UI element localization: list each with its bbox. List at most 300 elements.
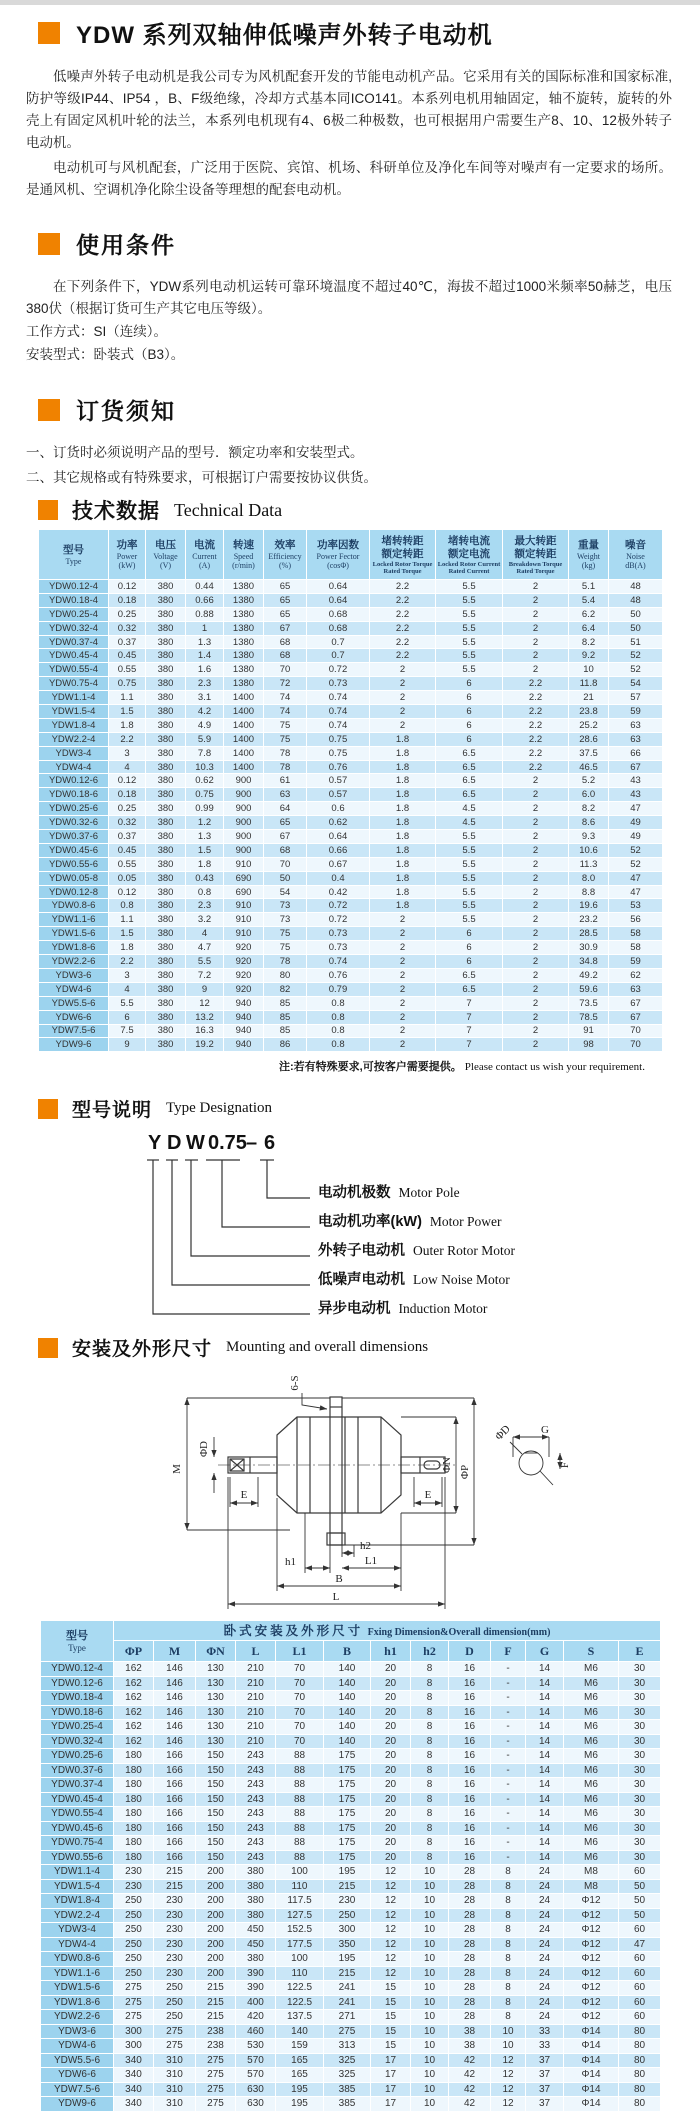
- value-cell: 152.5: [276, 1923, 324, 1938]
- value-cell: 2: [503, 955, 569, 969]
- value-cell: 54: [264, 885, 307, 899]
- value-cell: 2: [503, 1038, 569, 1052]
- value-cell: 20: [371, 1763, 411, 1778]
- value-cell: 900: [224, 843, 264, 857]
- value-cell: 15: [371, 1995, 411, 2010]
- value-cell: 8: [491, 1908, 526, 1923]
- model-cell: YDW0.37-6: [39, 830, 109, 844]
- model-cell: YDW0.45-6: [39, 843, 109, 857]
- value-cell: 30: [619, 1836, 661, 1851]
- value-cell: 2: [370, 691, 436, 705]
- value-cell: 10: [411, 2082, 449, 2097]
- orange-bullet-icon: [38, 1338, 58, 1358]
- value-cell: 165: [276, 2053, 324, 2068]
- value-cell: 5.9: [186, 732, 224, 746]
- value-cell: 300: [114, 2024, 154, 2039]
- value-cell: 16: [449, 1691, 491, 1706]
- table-row: [41, 1676, 661, 1691]
- value-cell: 380: [146, 802, 186, 816]
- value-cell: 14: [526, 1850, 564, 1865]
- value-cell: 47: [609, 802, 663, 816]
- model-cell: YDW0.25-6: [39, 802, 109, 816]
- value-cell: 130: [196, 1691, 236, 1706]
- section-designation-title: 型号说明: [72, 1100, 153, 1122]
- value-cell: 162: [114, 1691, 154, 1706]
- col-efficiency: 效率 Efficiency (%): [264, 530, 307, 580]
- value-cell: 920: [224, 955, 264, 969]
- value-cell: 2: [503, 830, 569, 844]
- value-cell: M6: [564, 1821, 619, 1836]
- dim-table-body: [41, 1662, 661, 2112]
- value-cell: 5.5: [436, 593, 503, 607]
- value-cell: 420: [236, 2010, 276, 2025]
- value-cell: 20: [371, 1662, 411, 1677]
- value-cell: 8: [491, 2010, 526, 2025]
- value-cell: 20: [371, 1720, 411, 1735]
- value-cell: Φ12: [564, 1923, 619, 1938]
- col-speed: 转速 Speed (r/min): [224, 530, 264, 580]
- value-cell: 4.2: [186, 705, 224, 719]
- value-cell: 75: [264, 927, 307, 941]
- value-cell: 75: [264, 732, 307, 746]
- page-title-row: [38, 15, 700, 50]
- value-cell: M8: [564, 1879, 619, 1894]
- value-cell: 243: [236, 1792, 276, 1807]
- value-cell: 16: [449, 1836, 491, 1851]
- value-cell: 241: [324, 1981, 371, 1996]
- value-cell: 275: [196, 2053, 236, 2068]
- value-cell: 150: [196, 1763, 236, 1778]
- orange-bullet-icon: [38, 399, 60, 421]
- value-cell: 4: [109, 760, 146, 774]
- value-cell: 0.57: [307, 788, 370, 802]
- value-cell: 210: [236, 1734, 276, 1749]
- value-cell: -: [491, 1763, 526, 1778]
- value-cell: 175: [324, 1749, 371, 1764]
- value-cell: 6: [436, 732, 503, 746]
- value-cell: 690: [224, 871, 264, 885]
- value-cell: 16: [449, 1807, 491, 1822]
- value-cell: 2: [503, 580, 569, 594]
- value-cell: 91: [569, 1024, 609, 1038]
- model-cell: YDW3-6: [39, 968, 109, 982]
- value-cell: 7: [436, 1038, 503, 1052]
- value-cell: -: [491, 1691, 526, 1706]
- value-cell: 1400: [224, 691, 264, 705]
- value-cell: 62: [609, 968, 663, 982]
- value-cell: -: [491, 1792, 526, 1807]
- mounting-dimension-drawing: [0, 1365, 700, 1617]
- value-cell: 250: [114, 1894, 154, 1909]
- value-cell: 60: [619, 2010, 661, 2025]
- value-cell: 1.5: [186, 843, 224, 857]
- value-cell: Φ12: [564, 1981, 619, 1996]
- model-cell: YDW1.1-4: [41, 1865, 114, 1880]
- dim-col-e: E: [619, 1641, 661, 1662]
- value-cell: 0.62: [186, 774, 224, 788]
- value-cell: 70: [264, 663, 307, 677]
- value-cell: 78.5: [569, 1010, 609, 1024]
- value-cell: 14: [526, 1705, 564, 1720]
- value-cell: 10.6: [569, 843, 609, 857]
- value-cell: 16: [449, 1763, 491, 1778]
- value-cell: 46.5: [569, 760, 609, 774]
- value-cell: 380: [236, 1908, 276, 1923]
- value-cell: 230: [114, 1865, 154, 1880]
- value-cell: 0.12: [109, 774, 146, 788]
- value-cell: 30: [619, 1763, 661, 1778]
- value-cell: 0.73: [307, 927, 370, 941]
- model-cell: YDW3-4: [41, 1923, 114, 1938]
- value-cell: 200: [196, 1879, 236, 1894]
- value-cell: 215: [196, 1995, 236, 2010]
- value-cell: 30: [619, 1720, 661, 1735]
- value-cell: 6.5: [436, 788, 503, 802]
- value-cell: 12: [371, 1908, 411, 1923]
- dim-col-l: L: [236, 1641, 276, 1662]
- value-cell: -: [491, 1676, 526, 1691]
- value-cell: 28: [449, 1966, 491, 1981]
- value-cell: 380: [236, 1894, 276, 1909]
- value-cell: 2.2: [370, 580, 436, 594]
- value-cell: 20: [371, 1691, 411, 1706]
- value-cell: 10: [411, 2010, 449, 2025]
- value-cell: 130: [196, 1720, 236, 1735]
- value-cell: 4.9: [186, 718, 224, 732]
- value-cell: 0.8: [307, 1010, 370, 1024]
- value-cell: 8.2: [569, 635, 609, 649]
- table-row: [41, 1879, 661, 1894]
- value-cell: 88: [276, 1850, 324, 1865]
- value-cell: 59: [609, 955, 663, 969]
- model-cell: YDW0.12-4: [41, 1662, 114, 1677]
- value-cell: 0.05: [109, 871, 146, 885]
- value-cell: 8: [491, 1879, 526, 1894]
- value-cell: 250: [324, 1908, 371, 1923]
- value-cell: 20: [371, 1676, 411, 1691]
- value-cell: 0.55: [109, 663, 146, 677]
- value-cell: 380: [146, 816, 186, 830]
- table-row: [39, 621, 663, 635]
- value-cell: 6: [436, 941, 503, 955]
- value-cell: 63: [264, 788, 307, 802]
- value-cell: 2.2: [109, 732, 146, 746]
- value-cell: 180: [114, 1821, 154, 1836]
- value-cell: 7: [436, 1024, 503, 1038]
- value-cell: 33: [526, 2024, 564, 2039]
- value-cell: 180: [114, 1836, 154, 1851]
- value-cell: 9: [109, 1038, 146, 1052]
- value-cell: 0.74: [307, 691, 370, 705]
- table-row: [41, 2010, 661, 2025]
- value-cell: 8: [411, 1734, 449, 1749]
- value-cell: 5.5: [436, 621, 503, 635]
- value-cell: 2: [370, 955, 436, 969]
- table-row: [41, 2024, 661, 2039]
- value-cell: 0.44: [186, 580, 224, 594]
- value-cell: Φ12: [564, 1908, 619, 1923]
- value-cell: 10: [411, 1981, 449, 1996]
- value-cell: 16: [449, 1734, 491, 1749]
- dim-label-h2: h2: [360, 1540, 371, 1553]
- value-cell: 19.6: [569, 899, 609, 913]
- value-cell: 1400: [224, 718, 264, 732]
- value-cell: 243: [236, 1778, 276, 1793]
- value-cell: 200: [196, 1937, 236, 1952]
- value-cell: 910: [224, 927, 264, 941]
- value-cell: 14: [526, 1821, 564, 1836]
- value-cell: Φ12: [564, 1894, 619, 1909]
- value-cell: 20: [371, 1749, 411, 1764]
- model-cell: YDW0.18-6: [39, 788, 109, 802]
- value-cell: 0.66: [186, 593, 224, 607]
- value-cell: 380: [146, 635, 186, 649]
- col-locked-rotor-torque: 堵转转距 额定转距 Locked Rotor Torque Rated Torque: [370, 530, 436, 580]
- value-cell: 56: [609, 913, 663, 927]
- value-cell: 2: [503, 982, 569, 996]
- type-designation-diagram: [0, 1132, 700, 1332]
- model-cell: YDW7.5-6: [39, 1024, 109, 1038]
- value-cell: 14: [526, 1749, 564, 1764]
- value-cell: 0.8: [307, 1024, 370, 1038]
- value-cell: 23.2: [569, 913, 609, 927]
- value-cell: 73: [264, 913, 307, 927]
- table-row: [41, 1923, 661, 1938]
- value-cell: 250: [114, 1937, 154, 1952]
- value-cell: 60: [619, 1966, 661, 1981]
- table-row: [39, 927, 663, 941]
- col-noise: 噪音 Noise dB(A): [609, 530, 663, 580]
- value-cell: 8: [491, 1865, 526, 1880]
- table-row: [41, 1836, 661, 1851]
- value-cell: 140: [324, 1705, 371, 1720]
- value-cell: 10: [411, 2024, 449, 2039]
- value-cell: 340: [114, 2053, 154, 2068]
- value-cell: 690: [224, 885, 264, 899]
- value-cell: 380: [146, 732, 186, 746]
- value-cell: 940: [224, 1038, 264, 1052]
- table-row: [41, 1821, 661, 1836]
- value-cell: 215: [324, 1966, 371, 1981]
- model-cell: YDW4-6: [41, 2039, 114, 2054]
- table-row: [39, 830, 663, 844]
- value-cell: 2.2: [370, 635, 436, 649]
- table-row: [39, 1024, 663, 1038]
- value-cell: 10.3: [186, 760, 224, 774]
- value-cell: 8: [411, 1720, 449, 1735]
- value-cell: 78: [264, 760, 307, 774]
- dim-col-h2: h2: [411, 1641, 449, 1662]
- value-cell: Φ12: [564, 1937, 619, 1952]
- model-cell: YDW5.5-6: [41, 2053, 114, 2068]
- value-cell: 140: [324, 1734, 371, 1749]
- value-cell: 0.75: [307, 746, 370, 760]
- value-cell: 65: [264, 816, 307, 830]
- value-cell: 0.64: [307, 830, 370, 844]
- value-cell: 4.5: [436, 816, 503, 830]
- value-cell: 24: [526, 2010, 564, 2025]
- value-cell: 8: [491, 1923, 526, 1938]
- value-cell: 275: [154, 2039, 196, 2054]
- table-row: [41, 1734, 661, 1749]
- value-cell: 8: [491, 1966, 526, 1981]
- value-cell: M6: [564, 1720, 619, 1735]
- value-cell: 200: [196, 1966, 236, 1981]
- value-cell: 48: [609, 580, 663, 594]
- value-cell: 2: [503, 663, 569, 677]
- table-row: [39, 746, 663, 760]
- value-cell: 1: [186, 621, 224, 635]
- value-cell: 67: [609, 996, 663, 1010]
- dim-col-type: 型号 Type: [41, 1621, 114, 1662]
- value-cell: 8: [491, 1894, 526, 1909]
- value-cell: 58: [609, 941, 663, 955]
- value-cell: 60: [619, 1995, 661, 2010]
- value-cell: 1.8: [370, 788, 436, 802]
- value-cell: 910: [224, 913, 264, 927]
- value-cell: 390: [236, 1981, 276, 1996]
- value-cell: 166: [154, 1836, 196, 1851]
- value-cell: 2: [503, 816, 569, 830]
- model-cell: YDW1.1-4: [39, 691, 109, 705]
- table-row: [41, 1908, 661, 1923]
- value-cell: 238: [196, 2024, 236, 2039]
- value-cell: -: [491, 1734, 526, 1749]
- value-cell: 10: [491, 2039, 526, 2054]
- designation-label-power: 电动机功率(kW) Motor Power: [318, 1214, 502, 1231]
- code-dash: –: [246, 1132, 258, 1155]
- value-cell: 146: [154, 1734, 196, 1749]
- model-cell: YDW0.55-4: [39, 663, 109, 677]
- value-cell: 15: [371, 2024, 411, 2039]
- value-cell: 50: [619, 1879, 661, 1894]
- model-cell: YDW1.8-4: [41, 1894, 114, 1909]
- model-cell: YDW0.18-6: [41, 1705, 114, 1720]
- value-cell: 275: [154, 2024, 196, 2039]
- value-cell: 0.72: [307, 663, 370, 677]
- value-cell: 2: [503, 941, 569, 955]
- value-cell: 6.5: [436, 760, 503, 774]
- value-cell: 8: [411, 1792, 449, 1807]
- dim-label-f: F: [559, 1462, 571, 1469]
- value-cell: 400: [236, 1995, 276, 2010]
- model-cell: YDW1.1-6: [41, 1966, 114, 1981]
- value-cell: 20: [371, 1778, 411, 1793]
- code-letter-w: W: [186, 1132, 205, 1155]
- value-cell: 57: [609, 691, 663, 705]
- value-cell: 230: [154, 1908, 196, 1923]
- value-cell: 350: [324, 1937, 371, 1952]
- value-cell: 10: [411, 1879, 449, 1894]
- value-cell: 0.73: [307, 677, 370, 691]
- table-row: [41, 1792, 661, 1807]
- value-cell: 3: [109, 746, 146, 760]
- dim-col-m: M: [154, 1641, 196, 1662]
- value-cell: 2: [370, 705, 436, 719]
- value-cell: 146: [154, 1705, 196, 1720]
- value-cell: 2.2: [503, 677, 569, 691]
- table-row: [39, 1038, 663, 1052]
- value-cell: 1380: [224, 621, 264, 635]
- value-cell: 61: [264, 774, 307, 788]
- orange-bullet-icon: [38, 500, 58, 520]
- value-cell: 70: [276, 1705, 324, 1720]
- model-cell: YDW0.18-4: [39, 593, 109, 607]
- orange-bullet-icon: [38, 1099, 58, 1119]
- value-cell: 28: [449, 1879, 491, 1894]
- value-cell: 16.3: [186, 1024, 224, 1038]
- table-row: [39, 705, 663, 719]
- value-cell: 47: [609, 885, 663, 899]
- value-cell: 12: [371, 1937, 411, 1952]
- value-cell: 2: [503, 968, 569, 982]
- section-usage-header: [38, 227, 700, 260]
- value-cell: 8: [491, 1937, 526, 1952]
- dim-label-e-right: E: [424, 1489, 432, 1502]
- value-cell: 68: [264, 843, 307, 857]
- value-cell: 21: [569, 691, 609, 705]
- value-cell: -: [491, 1705, 526, 1720]
- value-cell: 110: [276, 1966, 324, 1981]
- value-cell: 380: [146, 857, 186, 871]
- value-cell: 50: [619, 1908, 661, 1923]
- table-row: [39, 691, 663, 705]
- value-cell: 380: [146, 927, 186, 941]
- section-mounting-title: 安装及外形尺寸: [72, 1339, 213, 1361]
- value-cell: 200: [196, 1923, 236, 1938]
- value-cell: 2.2: [503, 746, 569, 760]
- model-cell: YDW1.5-6: [41, 1981, 114, 1996]
- value-cell: 127.5: [276, 1908, 324, 1923]
- value-cell: 37: [526, 2082, 564, 2097]
- value-cell: 0.68: [307, 621, 370, 635]
- value-cell: 15: [371, 1981, 411, 1996]
- value-cell: 5.5: [436, 830, 503, 844]
- value-cell: 16: [449, 1705, 491, 1720]
- value-cell: 63: [609, 982, 663, 996]
- model-cell: YDW2.2-4: [41, 1908, 114, 1923]
- technical-data-table: [38, 529, 663, 1052]
- value-cell: 50: [609, 607, 663, 621]
- value-cell: M6: [564, 1691, 619, 1706]
- value-cell: 150: [196, 1807, 236, 1822]
- model-cell: YDW9-6: [39, 1038, 109, 1052]
- value-cell: 2: [503, 913, 569, 927]
- value-cell: 0.43: [186, 871, 224, 885]
- value-cell: 6.4: [569, 621, 609, 635]
- value-cell: 10: [411, 2039, 449, 2054]
- value-cell: 12: [371, 1879, 411, 1894]
- value-cell: 1.8: [370, 746, 436, 760]
- value-cell: 5.5: [436, 899, 503, 913]
- dim-label-phin: ΦN: [441, 1457, 453, 1474]
- value-cell: 0.32: [109, 621, 146, 635]
- value-cell: 1380: [224, 607, 264, 621]
- value-cell: 12: [491, 2097, 526, 2112]
- value-cell: 0.37: [109, 830, 146, 844]
- value-cell: 12: [186, 996, 224, 1010]
- model-cell: YDW2.2-4: [39, 732, 109, 746]
- value-cell: 140: [324, 1691, 371, 1706]
- value-cell: 0.8: [186, 885, 224, 899]
- value-cell: 47: [619, 1937, 661, 1952]
- value-cell: 37.5: [569, 746, 609, 760]
- value-cell: 380: [146, 996, 186, 1010]
- model-cell: YDW9-6: [41, 2097, 114, 2112]
- value-cell: 2: [503, 635, 569, 649]
- value-cell: 16: [449, 1676, 491, 1691]
- value-cell: 65: [264, 607, 307, 621]
